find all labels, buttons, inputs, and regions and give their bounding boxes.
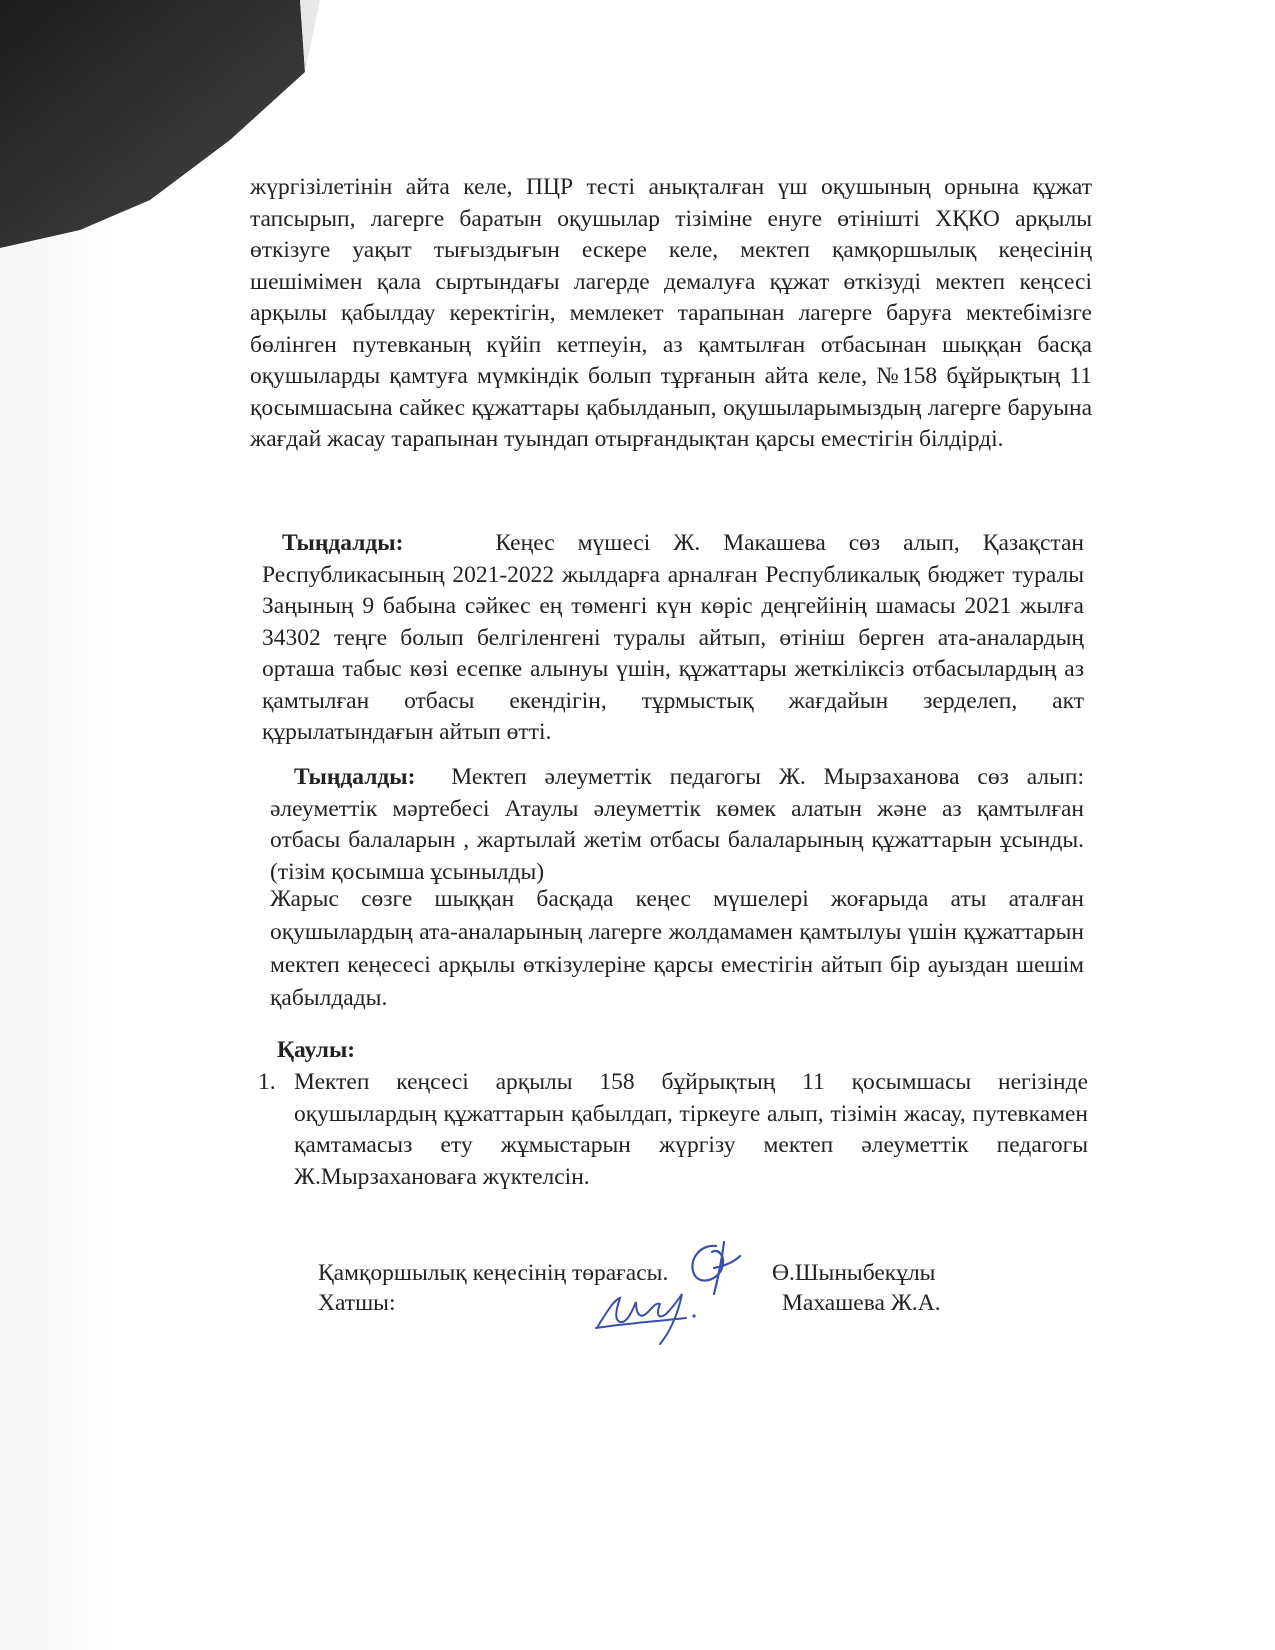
resolution-heading: Қаулы:: [277, 1037, 356, 1063]
chair-name: Ө.Шыныбекұлы: [772, 1260, 936, 1286]
chair-role: Қамқоршылық кеңесінің төрағасы.: [318, 1260, 669, 1286]
listened-label: Тыңдалды:: [294, 764, 416, 790]
secretary-name: Махашева Ж.А.: [782, 1290, 941, 1316]
secretary-role: Хатшы:: [318, 1290, 396, 1316]
secretary-signature: [590, 1280, 710, 1350]
resolution-list: [258, 1067, 1088, 1193]
paragraph-listened-myrzakhanova: [270, 762, 1084, 888]
list-item-number: 1.: [258, 1069, 276, 1095]
listened-label: Тыңдалды:: [282, 530, 404, 556]
list-item: [258, 1067, 1088, 1193]
listened-text: Кеңес мүшесі Ж. Макашева сөз алып, Қазақстан Республикасының 2021-2022 жылдарға арналған Республикалық бюджет туралы Заңының 9 бабына сәйкес ең төменгі күн көріс деңгейінің шамасы 2021 жылға 34302 теңге болып белгіленгені туралы айтып, өтініш берген ата-аналардың орташа табыс көзі есепке алынуы үшін, құжаттары жеткіліксіз отбасылардың аз қамтылған отбасы екендігін, тұрмыстық жағдайын зерделеп, акт құрылатындағын айтып өтті.: [262, 530, 1084, 745]
paragraph-debate: Жарыс сөзге шыққан басқада кеңес мүшелері жоғарыда аты аталған оқушылардың ата-аналарының лагерге жолдамамен қамтылуы үшін құжаттарын мектеп кеңесесі арқылы өткізулеріне қарсы еместігін айтып бір ауыздан шешім қабылдады.: [270, 886, 1084, 1011]
list-item-text: Мектеп кеңсесі арқылы 158 бұйрықтың 11 қосымшасы негізінде оқушылардың құжаттарын қабылдап, тіркеуге алып, тізімін жасау, путевкамен қамтамасыз ету жұмыстарын жүргізу мектеп әлеуметтік педагогы Ж.Мырзахановаға жүктелсін.: [294, 1069, 1088, 1190]
paragraph-continuation: жүргізілетінін айта келе, ПЦР тесті анықталған үш оқушының орнына құжат тапсырып, лагерге баратын оқушылар тізіміне енуге өтінішті ХҚКО арқылы өткізуге уақыт тығыздығын ескере келе, мектеп қамқоршылық кеңесінің шешімімен қала сыртындағы лагерде демалуға құжат өткізуді мектеп кеңсесі арқылы қабылдау керектігін, мемлекет тарапынан лагерге баруға мектебімізге бөлінген путевканың күйіп кетпеуін, аз қамтылған отбасынан шыққан басқа оқушыларды қамтуға мүмкіндік болып тұрғанын айта келе, №158 бұйрықтың 11 қосымшасына сайкес құжаттары қабылданып, оқушыларымыздың лагерге баруына жағдай жасау тарапынан туындап отырғандықтан қарсы еместігін білдірді.: [250, 174, 1092, 452]
paragraph-listened-makasheva: [262, 528, 1084, 749]
listened-text: Мектеп әлеуметтік педагогы Ж. Мырзаханова сөз алып: әлеуметтік мәртебесі Атаулы әлеуметтік көмек алатын және аз қамтылған отбасы балаларын , жартылай жетім отбасы балаларының құжаттарын ұсынды. (тізім қосымша ұсынылды): [270, 764, 1084, 885]
